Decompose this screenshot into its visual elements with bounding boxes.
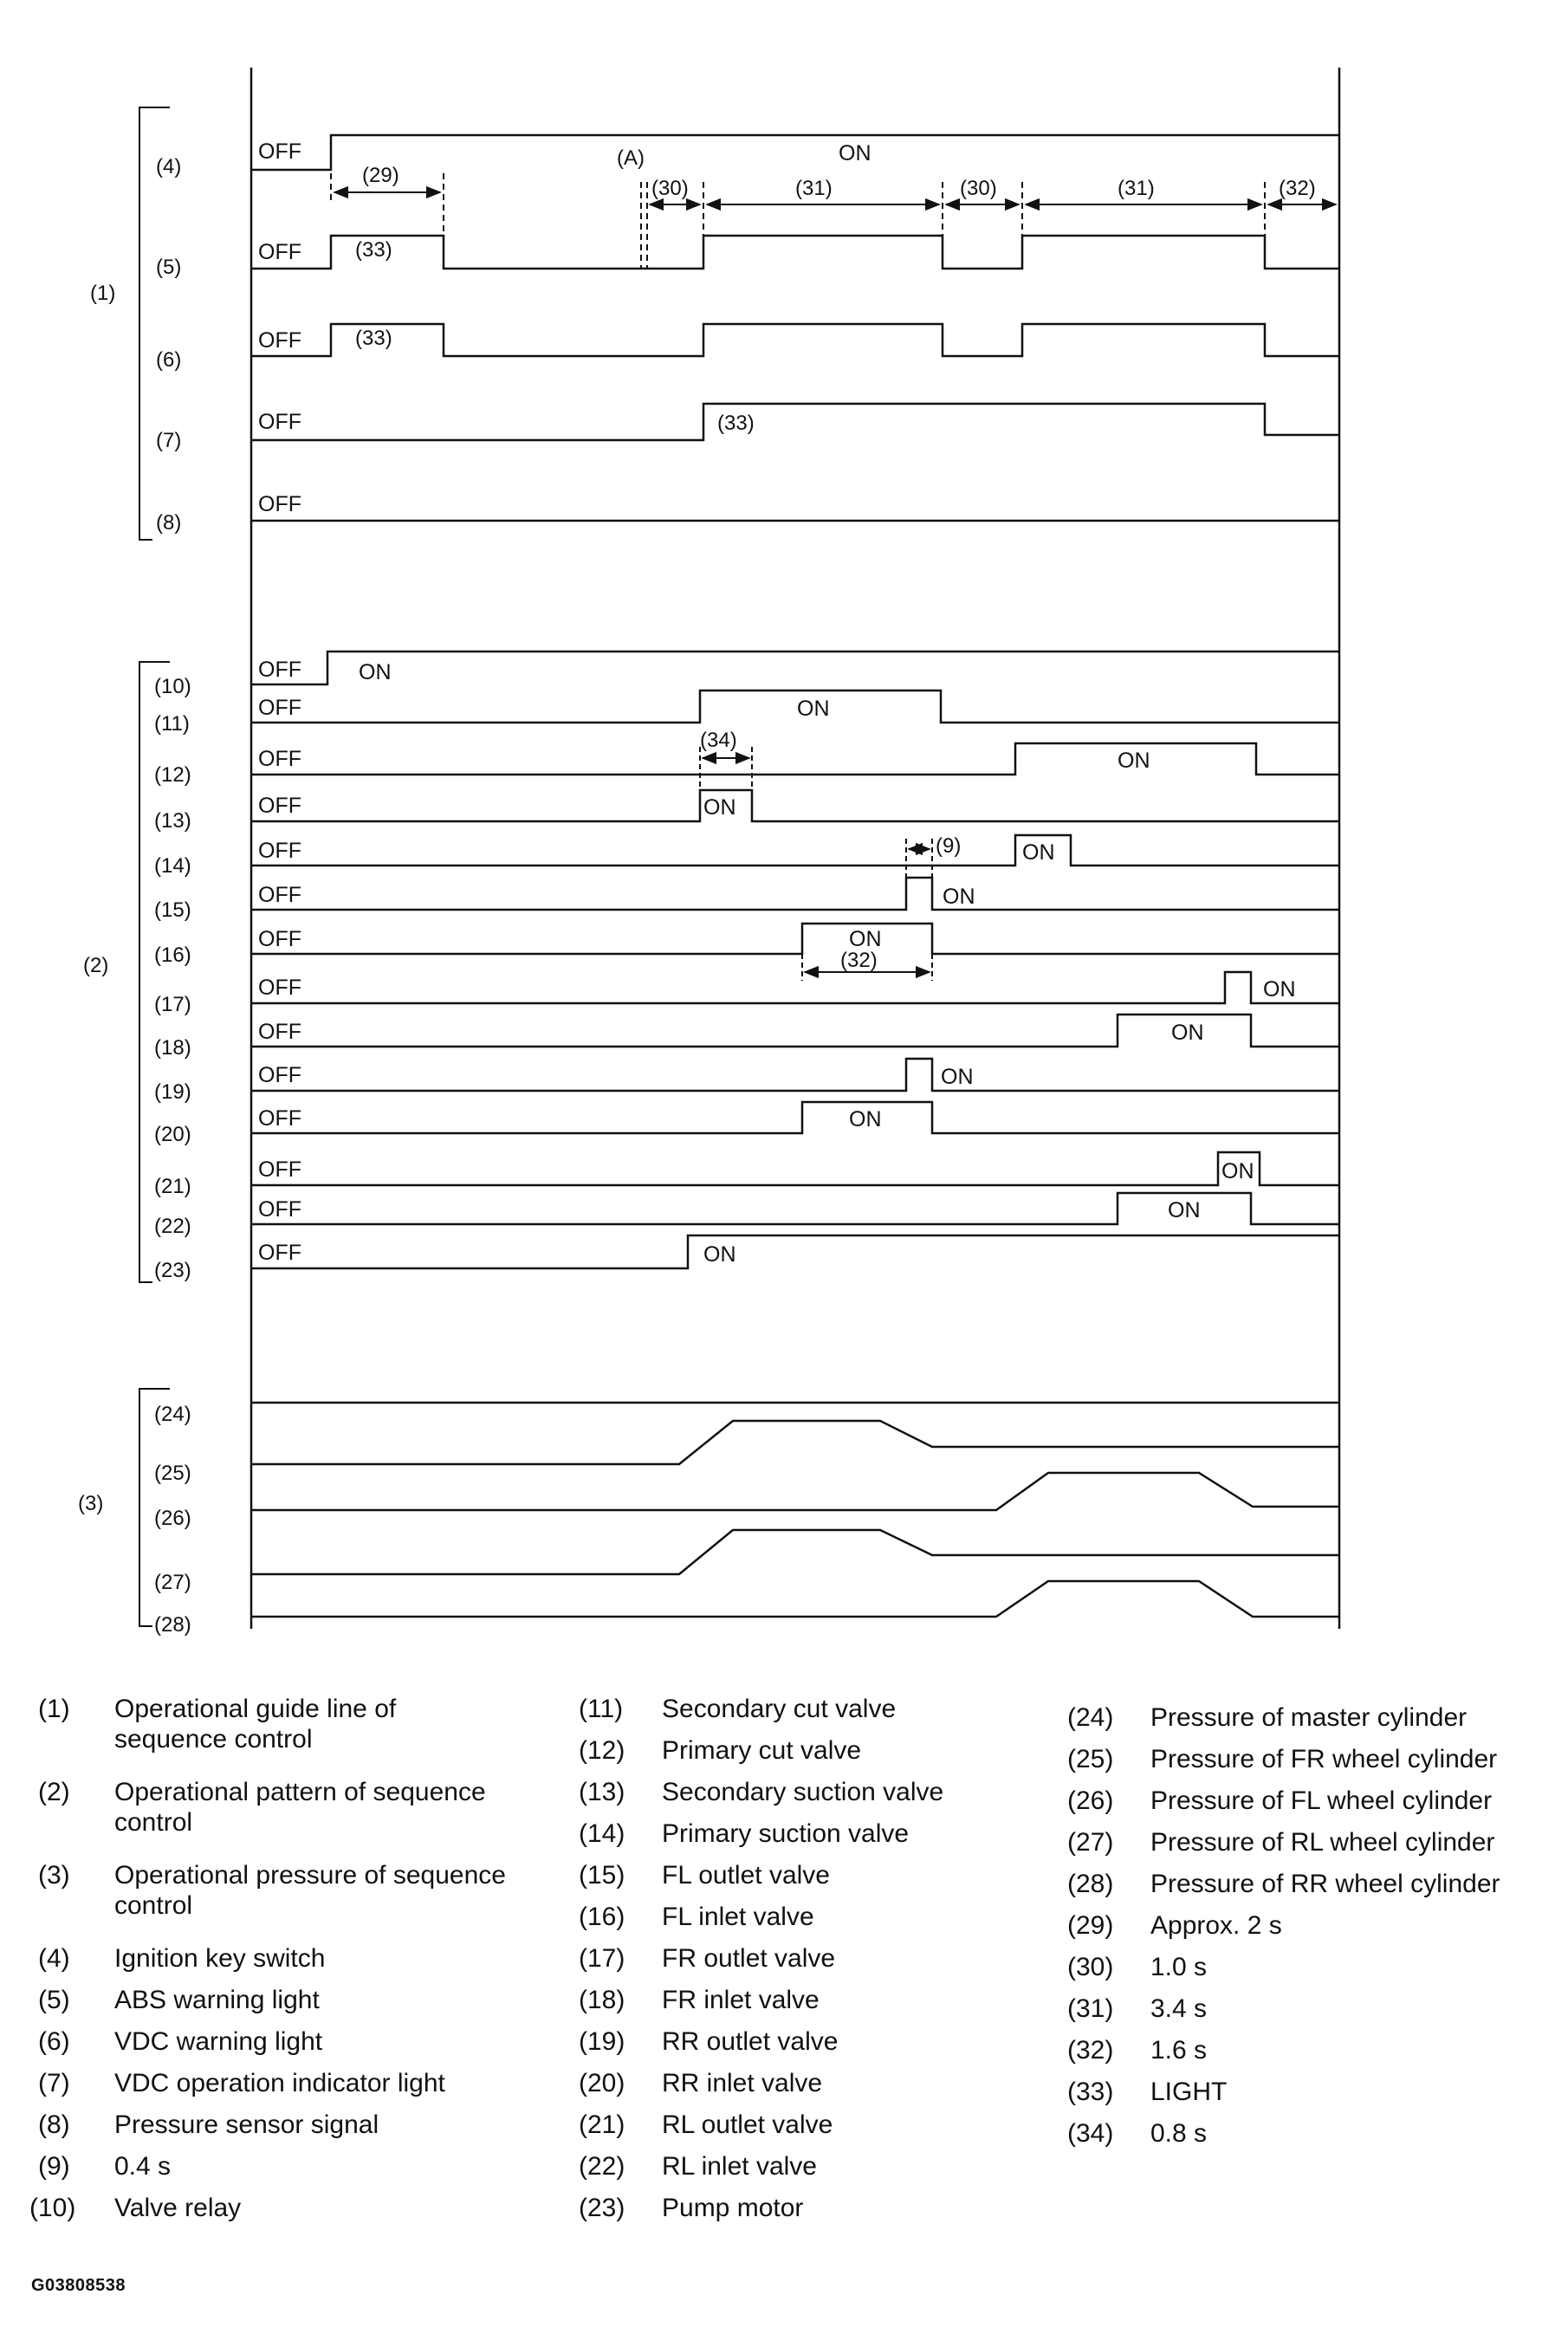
legend-text: 0.8 s	[1150, 2119, 1208, 2148]
row-label-22: (22)	[154, 1215, 191, 1238]
group-label-2: (2)	[83, 954, 109, 977]
legend-num: (15)	[579, 1861, 625, 1890]
legend-num: (31)	[1067, 1994, 1114, 2023]
legend-text: LIGHT	[1150, 2078, 1228, 2106]
legend-num: (17)	[579, 1944, 625, 1973]
legend-text: Secondary suction valve	[662, 1778, 944, 1806]
row-label-15: (15)	[154, 898, 191, 922]
legend-text: Primary cut valve	[662, 1736, 862, 1765]
row-label-4: (4)	[156, 155, 182, 178]
off-label-21: OFF	[258, 1157, 301, 1182]
off-label-20: OFF	[258, 1106, 301, 1131]
legend-num: (4)	[38, 1944, 70, 1973]
off-label-13: OFF	[258, 794, 301, 818]
off-label-17: OFF	[258, 976, 301, 1000]
legend-text: Operational guide line of sequence control	[114, 1695, 397, 1754]
legend-text: RL outlet valve	[662, 2110, 833, 2139]
pressure-27-rl-wheel-cylinder	[251, 1530, 1339, 1574]
signal-21-rl-outlet-valve	[251, 1152, 1339, 1185]
label-a: (A)	[617, 146, 645, 170]
label-32: (32)	[1279, 177, 1316, 200]
off-label-18: OFF	[258, 1020, 301, 1044]
legend-num: (16)	[579, 1903, 625, 1931]
on-label-12: ON	[1118, 749, 1150, 773]
signal-12-primary-cut-valve	[251, 743, 1339, 775]
on-label-21: ON	[1221, 1159, 1254, 1183]
off-label-5: OFF	[258, 240, 301, 264]
on-label-22: ON	[1168, 1198, 1201, 1222]
signal-17-fr-outlet-valve	[251, 972, 1339, 1003]
legend-num: (27)	[1067, 1828, 1114, 1857]
legend-num: (5)	[38, 1986, 70, 2014]
off-label-14: OFF	[258, 839, 301, 863]
signal-20-rr-inlet-valve	[251, 1102, 1339, 1133]
legend-text: Primary suction valve	[662, 1819, 910, 1848]
legend-num: (34)	[1067, 2119, 1114, 2148]
off-label-19: OFF	[258, 1063, 301, 1087]
legend-num: (29)	[1067, 1911, 1114, 1940]
row-label-21: (21)	[154, 1175, 191, 1198]
legend-text: FL inlet valve	[662, 1903, 814, 1931]
off-label-23: OFF	[258, 1241, 301, 1265]
light-label-5: (33)	[355, 238, 392, 262]
legend-num: (33)	[1067, 2078, 1114, 2106]
legend-num: (22)	[579, 2152, 625, 2181]
legend-num: (18)	[579, 1986, 625, 2014]
on-label-19: ON	[941, 1065, 974, 1089]
row-label-18: (18)	[154, 1036, 191, 1060]
legend-num: (6)	[38, 2027, 70, 2056]
legend-num: (24)	[1067, 1703, 1114, 1732]
group-label-3: (3)	[78, 1492, 104, 1515]
on-label-23: ON	[703, 1242, 736, 1267]
legend-num: (23)	[579, 2194, 625, 2222]
signal-15-fl-outlet-valve	[251, 878, 1339, 910]
legend-text: Approx. 2 s	[1150, 1911, 1282, 1940]
legend-text: Operational pattern of sequence control	[114, 1778, 486, 1837]
off-label-22: OFF	[258, 1197, 301, 1222]
legend-num: (3)	[38, 1861, 70, 1890]
legend-num: (19)	[579, 2027, 625, 2056]
light-label-6: (33)	[355, 327, 392, 350]
legend-text: Pressure sensor signal	[114, 2110, 379, 2139]
signal-5-abs-warning-light	[251, 236, 1339, 269]
signal-10-valve-relay	[251, 652, 1339, 684]
off-label-12: OFF	[258, 747, 301, 771]
on-label-18: ON	[1171, 1021, 1204, 1045]
legend-text: ABS warning light	[114, 1986, 320, 2014]
legend-text: VDC operation indicator light	[114, 2069, 445, 2097]
legend-text: FL outlet valve	[662, 1861, 830, 1890]
legend-text: Pressure of RR wheel cylinder	[1150, 1870, 1500, 1898]
on-label-13: ON	[703, 795, 736, 820]
off-label-10: OFF	[258, 658, 301, 682]
legend-num: (32)	[1067, 2036, 1114, 2065]
signal-7-vdc-operation-indicator	[251, 404, 1339, 440]
on-label-4: ON	[839, 141, 871, 165]
signal-14-primary-suction-valve	[251, 835, 1339, 866]
figure-code: G03808538	[31, 2276, 126, 2295]
legend-text: RR outlet valve	[662, 2027, 839, 2056]
legend-text: RL inlet valve	[662, 2152, 817, 2181]
legend-num: (11)	[579, 1695, 624, 1723]
row-label-8: (8)	[156, 511, 182, 535]
label-9: (9)	[936, 834, 962, 858]
legend-text: Operational pressure of sequence control	[114, 1861, 506, 1920]
legend-num: (14)	[579, 1819, 625, 1848]
on-label-11: ON	[797, 697, 830, 721]
signal-13-secondary-suction-valve	[251, 790, 1339, 821]
row-label-20: (20)	[154, 1123, 191, 1146]
off-label-4: OFF	[258, 139, 301, 164]
legend-num: (7)	[38, 2069, 70, 2097]
label-34: (34)	[700, 729, 737, 752]
legend-text: Pressure of FR wheel cylinder	[1150, 1745, 1498, 1773]
row-label-14: (14)	[154, 854, 191, 878]
row-label-23: (23)	[154, 1259, 191, 1282]
on-label-20: ON	[849, 1107, 882, 1131]
legend-text: Valve relay	[114, 2194, 242, 2222]
row-label-10: (10)	[154, 675, 191, 698]
legend-text: Pressure of RL wheel cylinder	[1150, 1828, 1495, 1857]
off-label-16: OFF	[258, 927, 301, 951]
light-label-7: (33)	[717, 412, 755, 435]
signal-4-ignition-key-switch	[251, 135, 1339, 170]
row-label-24: (24)	[154, 1403, 191, 1426]
row-label-11: (11)	[154, 712, 190, 736]
legend-text: 1.0 s	[1150, 1953, 1208, 1981]
label-31b: (31)	[1118, 177, 1155, 200]
row-label-28: (28)	[154, 1613, 191, 1637]
off-label-15: OFF	[258, 883, 301, 907]
legend-text: Pressure of master cylinder	[1150, 1703, 1468, 1732]
label-31a: (31)	[795, 177, 833, 200]
label-32b: (32)	[840, 949, 878, 972]
row-label-6: (6)	[156, 348, 182, 372]
legend-num: (10)	[29, 2194, 76, 2222]
legend-text: Pressure of FL wheel cylinder	[1150, 1786, 1493, 1815]
signal-23-pump-motor	[251, 1235, 1339, 1268]
legend-num: (28)	[1067, 1870, 1114, 1898]
legend-num: (30)	[1067, 1953, 1114, 1981]
legend-num: (9)	[38, 2152, 70, 2181]
legend-text: Secondary cut valve	[662, 1695, 897, 1723]
pressure-25-fr-wheel-cylinder	[251, 1421, 1339, 1464]
legend-num: (21)	[579, 2110, 625, 2139]
signal-11-secondary-cut-valve	[251, 690, 1339, 723]
row-label-25: (25)	[154, 1462, 191, 1485]
row-label-12: (12)	[154, 763, 191, 787]
legend	[0, 1694, 1568, 2300]
signal-19-rr-outlet-valve	[251, 1059, 1339, 1091]
legend-text: FR outlet valve	[662, 1944, 836, 1973]
on-label-15: ON	[943, 885, 975, 909]
row-label-16: (16)	[154, 943, 191, 967]
legend-text: RR inlet valve	[662, 2069, 823, 2097]
legend-text: 3.4 s	[1150, 1994, 1208, 2023]
legend-text: FR inlet valve	[662, 1986, 820, 2014]
legend-num: (1)	[38, 1695, 70, 1723]
pressure-28-rr-wheel-cylinder	[251, 1581, 1339, 1617]
label-29: (29)	[362, 164, 399, 187]
off-label-8: OFF	[258, 492, 301, 516]
legend-text: 0.4 s	[114, 2152, 172, 2181]
row-label-19: (19)	[154, 1080, 191, 1104]
label-30b: (30)	[960, 177, 997, 200]
on-label-16: ON	[849, 927, 882, 951]
legend-num: (12)	[579, 1736, 625, 1765]
legend-text: Ignition key switch	[114, 1944, 326, 1973]
row-label-13: (13)	[154, 809, 191, 833]
legend-num: (2)	[38, 1778, 70, 1806]
signal-6-vdc-warning-light	[251, 324, 1339, 356]
group-label-1: (1)	[90, 282, 116, 305]
row-label-7: (7)	[156, 429, 182, 452]
row-label-27: (27)	[154, 1571, 191, 1594]
off-label-7: OFF	[258, 410, 301, 434]
legend-num: (13)	[579, 1778, 625, 1806]
legend-num: (25)	[1067, 1745, 1114, 1773]
off-label-6: OFF	[258, 328, 301, 353]
legend-num: (26)	[1067, 1786, 1114, 1815]
off-label-11: OFF	[258, 696, 301, 720]
on-label-17: ON	[1263, 977, 1296, 1002]
legend-num: (20)	[579, 2069, 625, 2097]
legend-text: Pump motor	[662, 2194, 804, 2222]
on-label-10: ON	[359, 660, 392, 684]
signal-16-fl-inlet-valve	[251, 924, 1339, 954]
on-label-14: ON	[1022, 840, 1055, 865]
legend-num: (8)	[38, 2110, 70, 2139]
row-label-26: (26)	[154, 1507, 191, 1530]
legend-text: VDC warning light	[114, 2027, 323, 2056]
legend-text: 1.6 s	[1150, 2036, 1208, 2065]
row-label-5: (5)	[156, 256, 182, 279]
pressure-26-fl-wheel-cylinder	[251, 1473, 1339, 1510]
row-label-17: (17)	[154, 993, 191, 1016]
label-30a: (30)	[651, 177, 689, 200]
